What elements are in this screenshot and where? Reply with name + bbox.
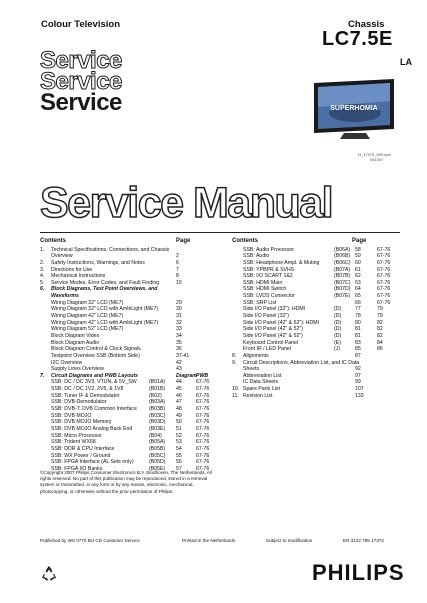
toc-entry [40, 413, 216, 420]
toc-entry [40, 366, 216, 373]
toc-pwb: 67-76 [196, 419, 210, 426]
contents-left-header [40, 238, 216, 245]
toc-number: 7. [40, 372, 45, 379]
toc-code: (J) [334, 346, 341, 353]
toc-entry [232, 300, 402, 307]
service-logo-line-1: Service [40, 47, 122, 74]
toc-title: Side I/O Panel (42" & 52") [243, 326, 303, 333]
toc-pwb: 82 [377, 319, 383, 326]
toc-code: (B03D) [149, 419, 166, 426]
toc-entry [232, 386, 402, 393]
toc-code: (B07E) [334, 293, 351, 300]
service-logo-line-2: Service [40, 68, 122, 95]
toc-code: (B05A) [149, 439, 166, 446]
toc-page: 77 [355, 306, 361, 313]
toc-entry [40, 253, 216, 260]
toc-code: (B05B) [149, 445, 166, 452]
toc-page: 54 [176, 445, 182, 452]
toc-code: (B07B) [334, 273, 351, 280]
toc-page: 66 [355, 299, 361, 306]
toc-page: 44 [176, 379, 182, 386]
toc-title: SSB: I/O SCART 1&2 [243, 273, 293, 280]
toc-pwb: 67-76 [377, 273, 391, 280]
toc-page: 80 [355, 319, 361, 326]
toc-title: Block Diagram Control & Clock Signals [51, 346, 141, 353]
toc-title: SSB: WX Power / Ground [51, 452, 111, 459]
toc-page: 32 [176, 319, 182, 326]
toc-page: 34 [176, 332, 182, 339]
toc-entry [40, 293, 216, 300]
toc-pwb: 67-76 [196, 412, 210, 419]
image-caption [358, 152, 391, 162]
toc-pwb: 67-76 [377, 293, 391, 300]
toc-code: (B01A) [149, 379, 166, 386]
toc-page: 62 [355, 273, 361, 280]
toc-entry [40, 320, 216, 327]
toc-code: (B03A) [149, 399, 166, 406]
toc-page: 51 [176, 425, 182, 432]
toc-entry [232, 346, 402, 353]
toc-title: Circuit Descriptions, Abbreviation List, and IC Data [243, 359, 360, 366]
toc-entry [40, 419, 216, 426]
toc-entry [232, 260, 402, 267]
toc-page: 83 [355, 339, 361, 346]
toc-page: 53 [176, 439, 182, 446]
toc-entry [40, 333, 216, 340]
toc-title: I2C Overview [51, 359, 83, 366]
toc-page: 43 [176, 366, 182, 373]
toc-title: SSB: Tuner IF & Demodulator [51, 392, 120, 399]
toc-title: Technical Specifications, Connections, and Chassis [51, 246, 170, 253]
toc-entry [232, 253, 402, 260]
toc-entry [232, 379, 402, 386]
chassis-label: Chassis [348, 19, 385, 30]
toc-page: 63 [355, 279, 361, 286]
contents-heading: Contents [40, 238, 66, 244]
toc-pwb: 67-76 [196, 392, 210, 399]
toc-entry [232, 273, 402, 280]
toc-entry [40, 379, 216, 386]
toc-page: 37-41 [176, 352, 190, 359]
toc-entry [40, 306, 216, 313]
toc-entry [40, 399, 216, 406]
toc-title: Service Modes, Error Codes, and Fault Finding [51, 279, 160, 286]
toc-page: 15 [176, 279, 182, 286]
toc-page: 42 [176, 359, 182, 366]
toc-number: 4. [40, 273, 45, 280]
toc-page: 46 [176, 392, 182, 399]
toc-page: 81 [355, 326, 361, 333]
image-caption-code: 041007 [370, 157, 384, 162]
toc-page: 64 [355, 286, 361, 293]
toc-entry [40, 286, 216, 293]
toc-title: SSB: DVB MOJO Analog Back End [51, 425, 133, 432]
toc-entry [40, 373, 216, 380]
toc-pwb: 67-76 [196, 432, 210, 439]
chassis-code: LC7.5E [322, 28, 393, 50]
toc-entry [40, 446, 216, 453]
toc-code: (B06B) [334, 253, 351, 260]
toc-page: 29 [176, 299, 182, 306]
toc-code: (D) [334, 332, 342, 339]
toc-entry [40, 247, 216, 254]
toc-page: 7 [176, 266, 179, 273]
toc-title: SSB: DVB-Demodulator [51, 399, 107, 406]
toc-code: (B06C) [334, 259, 351, 266]
toc-page: 60 [355, 259, 361, 266]
toc-pwb: 67-76 [196, 379, 210, 386]
toc-code: (D) [334, 306, 342, 313]
toc-pwb: 67-76 [196, 452, 210, 459]
toc-code: (B07D) [334, 286, 351, 293]
toc-page: 48 [176, 406, 182, 413]
contents-left-column [40, 238, 216, 472]
toc-page: 92 [355, 366, 361, 373]
toc-page: 2 [176, 253, 179, 260]
toc-number: 1. [40, 246, 45, 253]
toc-title: SSB: FPGA I/O Banks [51, 465, 103, 472]
toc-title: Spare Parts List [243, 386, 280, 393]
toc-pwb: 82 [377, 332, 383, 339]
contents-right-column [232, 238, 402, 399]
toc-pwb: 67-76 [377, 279, 391, 286]
toc-title: SSB: FPGA Interface (AL Sets only) [51, 459, 134, 466]
toc-page: 31 [176, 313, 182, 320]
toc-title: Wiring Diagram 32" LCD with AmbiLight (ME7) [51, 306, 159, 313]
toc-page: 57 [176, 465, 182, 472]
toc-entry [40, 267, 216, 274]
toc-title: SSB: SRP List [243, 299, 277, 306]
toc-code: (D) [334, 326, 342, 333]
contents-heading: Contents [232, 238, 258, 244]
toc-page: 56 [176, 459, 182, 466]
toc-entry [232, 320, 402, 327]
toc-entry [232, 293, 402, 300]
image-caption-filename: H_17370_000.eps [358, 152, 391, 157]
tv-product-image [310, 77, 397, 141]
toc-code: (D) [334, 319, 342, 326]
toc-title: Block Diagrams, Test Point Overviews, and [51, 286, 158, 293]
toc-pwb: 67-76 [196, 425, 210, 432]
toc-entry [40, 386, 216, 393]
toc-entry [40, 433, 216, 440]
divider [40, 232, 400, 233]
toc-title: Alignments [243, 352, 269, 359]
toc-title: Directions for Use [51, 266, 93, 273]
toc-code: (B04) [149, 432, 162, 439]
toc-number: 6. [40, 286, 45, 293]
toc-pwb: 79 [377, 306, 383, 313]
toc-page: 49 [176, 412, 182, 419]
toc-title: Wiring Diagram 32" LCD (ME7) [51, 299, 124, 306]
toc-title: SSB: Micro Processor [51, 432, 102, 439]
toc-page: 35 [176, 339, 182, 346]
toc-title: Side I/O Panel (42" & 52"): HDMI [243, 319, 320, 326]
toc-pwb: 79 [377, 313, 383, 320]
toc-title: SSB: DC / DC 3V3, VTUN, & 5V_SW [51, 379, 137, 386]
toc-code: (B03B) [149, 406, 166, 413]
toc-title: SSB: Headphone Ampl. & Muting [243, 259, 320, 266]
toc-code: (E) [334, 339, 341, 346]
toc-entry [40, 260, 216, 267]
toc-entry [40, 360, 216, 367]
toc-title: Front IR / LED Panel [243, 346, 291, 353]
toc-entry [40, 406, 216, 413]
toc-page: 107 [355, 386, 364, 393]
toc-pwb: 67-76 [196, 445, 210, 452]
toc-entry [232, 286, 402, 293]
toc-entry [232, 267, 402, 274]
toc-entry [232, 373, 402, 380]
toc-page: 99 [355, 379, 361, 386]
toc-entry [232, 313, 402, 320]
toc-page: 30 [176, 306, 182, 313]
document-type: Colour Television [41, 19, 121, 30]
toc-entry [40, 353, 216, 360]
toc-pwb: 67-76 [377, 246, 391, 253]
toc-pwb: 82 [377, 326, 383, 333]
toc-title: SSB: DC / DC 1V2, 2V5, & 1V8 [51, 386, 124, 393]
toc-entry [232, 280, 402, 287]
toc-page: 45 [176, 386, 182, 393]
toc-title: Wiring Diagram 42" LCD with AmbiLight (ME7) [51, 319, 159, 326]
toc-pwb: 67-76 [196, 386, 210, 393]
page-column-label: Page [176, 238, 191, 244]
toc-title: Wiring Diagram 52" LCD (ME7) [51, 326, 124, 333]
toc-entry [40, 393, 216, 400]
toc-title: Side I/O Panel (42" & 52") [243, 332, 303, 339]
toc-entry [40, 300, 216, 307]
printed-text: Printed in the Netherlands [182, 538, 236, 543]
toc-entry [232, 247, 402, 254]
toc-entry [40, 313, 216, 320]
toc-page: 6 [176, 259, 179, 266]
document-code: EN 3122 785 17372 [343, 538, 384, 543]
toc-number: 8. [232, 352, 237, 359]
toc-pwb: 67-76 [196, 406, 210, 413]
toc-page: 61 [355, 266, 361, 273]
toc-title: Revision List [243, 392, 273, 399]
toc-title: Side I/O Panel (32"): HDMI [243, 306, 306, 313]
toc-pwb: PWB [196, 372, 209, 379]
toc-page: 8 [176, 273, 179, 280]
toc-title: SSB: Audio Processor [243, 246, 295, 253]
toc-page: 78 [355, 313, 361, 320]
toc-entry [40, 273, 216, 280]
toc-number: 11. [232, 392, 239, 399]
toc-page: Diagram [176, 372, 197, 379]
toc-entry [232, 393, 402, 400]
toc-entry [232, 306, 402, 313]
toc-title: IC Data Sheets [243, 379, 279, 386]
toc-title: Mechanical Instructions [51, 273, 106, 280]
toc-title: SSB: DDR & CPU Interface [51, 445, 115, 452]
toc-title: Abbreviation List [243, 372, 282, 379]
toc-title: Wiring Diagram 42" LCD (ME7) [51, 313, 124, 320]
subject-text: Subject to modification [266, 538, 313, 543]
toc-code: (B01B) [149, 386, 166, 393]
toc-title: Keyboard Control Panel [243, 339, 299, 346]
toc-entry [40, 326, 216, 333]
region-code: LA [400, 57, 412, 67]
toc-code: (B06A) [334, 246, 351, 253]
toc-page: 47 [176, 399, 182, 406]
toc-pwb: 67-76 [377, 266, 391, 273]
toc-code: (B02) [149, 392, 162, 399]
toc-pwb: 86 [377, 346, 383, 353]
toc-title: Circuit Diagrams and PWB Layouts [51, 372, 139, 379]
toc-page: 52 [176, 432, 182, 439]
toc-entry [40, 459, 216, 466]
toc-page: 97 [355, 372, 361, 379]
toc-page: 133 [355, 392, 364, 399]
toc-entry [40, 453, 216, 460]
publisher-text: Published by WS 0770 BU CD Customer Service [40, 538, 140, 543]
toc-entry [40, 346, 216, 353]
toc-page: 85 [355, 346, 361, 353]
toc-title: SSB: DVB-T: DVB Common Interface [51, 406, 137, 413]
toc-code: (B05E) [149, 465, 166, 472]
toc-pwb: 67-76 [377, 259, 391, 266]
toc-entry [40, 426, 216, 433]
toc-entry [232, 326, 402, 333]
toc-page: 65 [355, 293, 361, 300]
toc-page: 55 [176, 452, 182, 459]
toc-entry [40, 439, 216, 446]
tv-screen-text: SUPERHOMIA [330, 105, 378, 112]
toc-number: 5. [40, 279, 45, 286]
toc-title: SSB: Trident WX68 [51, 439, 96, 446]
toc-pwb: 84 [377, 339, 383, 346]
copyright-notice: ©Copyright 2007 Philips Consumer Electronics B.V. Eindhoven, The Netherlands. All rights reserved. No part of this publication may be reproduced, stored in a retrieval system or transmitted, in any form or by any means, electronic, mechanical, photocopying, or otherwise without the prior permission of Philips. [40, 470, 212, 494]
toc-code: (B05D) [149, 459, 166, 466]
toc-code: (B05C) [149, 452, 166, 459]
toc-code: (B07C) [334, 279, 351, 286]
toc-code: (B03C) [149, 412, 166, 419]
toc-entry [232, 353, 402, 360]
toc-entry [232, 333, 402, 340]
toc-title: SSB: HDMI Switch [243, 286, 287, 293]
toc-title: SSB: LVDS Connector [243, 293, 295, 300]
toc-pwb: 67-76 [377, 299, 391, 306]
toc-title: Side I/O Panel (32") [243, 313, 289, 320]
toc-pwb: 67-76 [377, 286, 391, 293]
toc-title: Block Diagram Audio [51, 339, 100, 346]
toc-page: 58 [355, 246, 361, 253]
toc-pwb: 67-76 [196, 465, 210, 472]
toc-title: Overview [51, 253, 73, 260]
toc-title: SSB: DVB MOJO Memory [51, 419, 112, 426]
toc-number: 2. [40, 259, 45, 266]
toc-title: Safety Instructions, Warnings, and Notes [51, 259, 145, 266]
toc-title: Supply Lines Overview [51, 366, 104, 373]
toc-number: 3. [40, 266, 45, 273]
page-column-label: Page [352, 238, 367, 244]
recycle-icon [40, 565, 58, 583]
toc-pwb: 67-76 [377, 253, 391, 260]
service-manual-title: Service Manual [40, 179, 333, 227]
toc-code: (B07A) [334, 266, 351, 273]
toc-page: 50 [176, 419, 182, 426]
toc-code: (B03E) [149, 425, 166, 432]
toc-title: SSB: Audio [243, 253, 270, 260]
toc-pwb: 67-76 [196, 439, 210, 446]
toc-number: 9. [232, 359, 237, 366]
toc-number: 10. [232, 386, 240, 393]
toc-title: Testpoint Overview SSB (Bottom Side) [51, 352, 140, 359]
toc-entry [40, 280, 216, 287]
toc-title: Sheets [243, 366, 260, 373]
toc-pwb: 67-76 [196, 399, 210, 406]
toc-title: Block Diagram Video [51, 332, 100, 339]
toc-page: 36 [176, 346, 182, 353]
toc-page: 87 [355, 352, 361, 359]
philips-logo: PHILIPS [312, 560, 405, 585]
toc-entry [40, 340, 216, 347]
service-logo-line-3: Service [40, 89, 122, 116]
toc-page: 33 [176, 326, 182, 333]
toc-title: SSB: HDMI Main [243, 279, 283, 286]
toc-title: Waveforms [51, 293, 79, 300]
toc-entry [232, 360, 402, 367]
toc-code: (D) [334, 313, 342, 320]
toc-page: 59 [355, 253, 361, 260]
toc-page: 81 [355, 332, 361, 339]
toc-title: SSB: DVB MOJO [51, 412, 92, 419]
toc-entry [232, 340, 402, 347]
toc-pwb: 67-76 [196, 459, 210, 466]
contents-right-header [232, 238, 402, 245]
toc-entry [232, 366, 402, 373]
toc-title: SSB: YPBPR & SVHS [243, 266, 295, 273]
